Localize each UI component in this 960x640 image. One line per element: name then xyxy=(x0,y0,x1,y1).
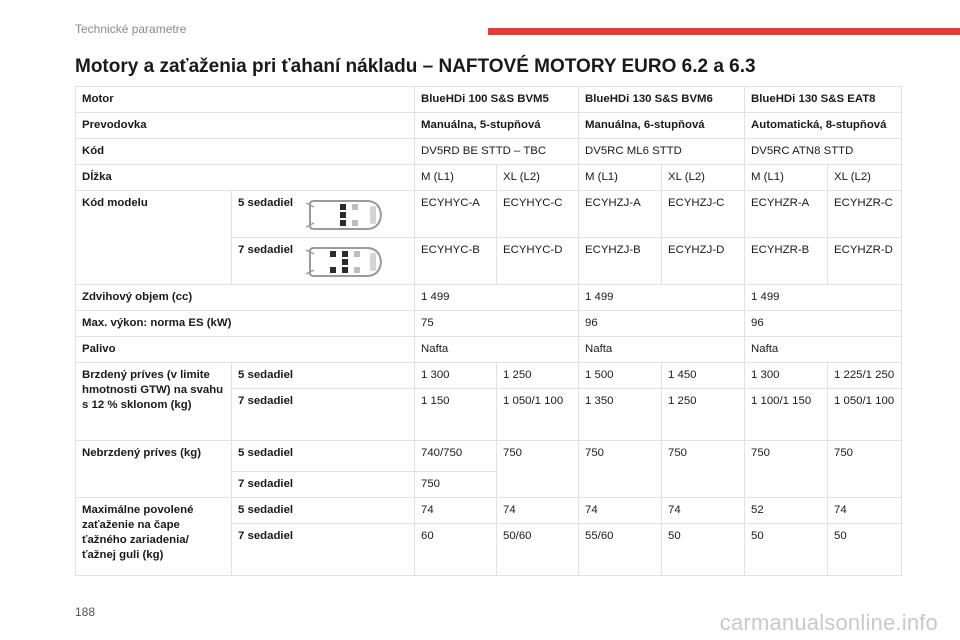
engine-3-name: BlueHDi 130 S&S EAT8 xyxy=(745,87,902,113)
length-cell: XL (L2) xyxy=(828,165,902,191)
row-power xyxy=(76,311,902,337)
unbraked-cell: 750 xyxy=(828,441,902,498)
label-code: Kód xyxy=(76,139,415,165)
power-3: 96 xyxy=(745,311,902,337)
towball-cell: 50/60 xyxy=(497,524,579,576)
seats-label: 7 sedadiel xyxy=(232,389,415,441)
code-3: DV5RC ATN8 STTD xyxy=(745,139,902,165)
model-code-cell: ECYHZJ-A xyxy=(579,191,662,238)
row-model-code-5 xyxy=(76,191,902,238)
model-code-cell: ECYHZR-A xyxy=(745,191,828,238)
label-motor: Motor xyxy=(76,87,415,113)
displacement-3: 1 499 xyxy=(745,285,902,311)
label-towball-load: Maximálne povolené zaťaženie na čape ťažného zariadenia/ ťažnej guli (kg) xyxy=(76,498,232,576)
towball-cell: 74 xyxy=(579,498,662,524)
displacement-1: 1 499 xyxy=(415,285,579,311)
towball-cell: 74 xyxy=(415,498,497,524)
model-code-cell: ECYHYC-C xyxy=(497,191,579,238)
length-cell: M (L1) xyxy=(579,165,662,191)
label-gearbox: Prevodovka xyxy=(76,113,415,139)
braked-cell: 1 050/1 100 xyxy=(497,389,579,441)
seats-5-cell xyxy=(232,191,415,238)
model-code-cell: ECYHZJ-B xyxy=(579,238,662,285)
towball-cell: 50 xyxy=(745,524,828,576)
fuel-1: Nafta xyxy=(415,337,579,363)
seats-label: 5 sedadiel xyxy=(232,363,415,389)
watermark: carmanualsonline.info xyxy=(719,610,938,635)
seats-label: 7 sedadiel xyxy=(232,524,415,576)
braked-cell: 1 050/1 100 xyxy=(828,389,902,441)
gearbox-2: Manuálna, 6-stupňová xyxy=(579,113,745,139)
seats-7-cell xyxy=(232,238,415,285)
power-2: 96 xyxy=(579,311,745,337)
model-code-cell: ECYHZJ-D xyxy=(662,238,745,285)
braked-cell: 1 225/1 250 xyxy=(828,363,902,389)
displacement-2: 1 499 xyxy=(579,285,745,311)
model-code-cell: ECYHYC-D xyxy=(497,238,579,285)
seats-label: 5 sedadiel xyxy=(238,197,294,209)
braked-cell: 1 500 xyxy=(579,363,662,389)
braked-cell: 1 250 xyxy=(497,363,579,389)
engine-spec-table xyxy=(75,86,902,576)
page-title: Motory a zaťaženia pri ťahaní nákladu – NAFTOVÉ MOTORY EURO 6.2 a 6.3 xyxy=(75,56,756,77)
towball-cell: 60 xyxy=(415,524,497,576)
code-2: DV5RC ML6 STTD xyxy=(579,139,745,165)
engine-2-name: BlueHDi 130 S&S BVM6 xyxy=(579,87,745,113)
row-braked-5 xyxy=(76,363,902,389)
gearbox-3: Automatická, 8-stupňová xyxy=(745,113,902,139)
seats-label: 7 sedadiel xyxy=(238,244,294,256)
seats-label: 5 sedadiel xyxy=(232,441,415,472)
label-power: Max. výkon: norma ES (kW) xyxy=(76,311,415,337)
model-code-cell: ECYHYC-B xyxy=(415,238,497,285)
towball-cell: 50 xyxy=(828,524,902,576)
braked-cell: 1 300 xyxy=(745,363,828,389)
unbraked-cell: 740/750 xyxy=(415,441,497,472)
page-number: 188 xyxy=(75,605,96,619)
row-code xyxy=(76,139,902,165)
row-length xyxy=(76,165,902,191)
row-unbraked-5 xyxy=(76,441,902,472)
label-fuel: Palivo xyxy=(76,337,415,363)
fuel-2: Nafta xyxy=(579,337,745,363)
unbraked-cell: 750 xyxy=(415,472,497,498)
braked-cell: 1 100/1 150 xyxy=(745,389,828,441)
towball-cell: 74 xyxy=(662,498,745,524)
braked-cell: 1 250 xyxy=(662,389,745,441)
unbraked-cell: 750 xyxy=(497,441,579,498)
unbraked-cell: 750 xyxy=(662,441,745,498)
seats-label: 5 sedadiel xyxy=(232,498,415,524)
van-7-seats-icon xyxy=(304,245,384,279)
section-label: Technické parametre xyxy=(75,22,187,36)
row-fuel xyxy=(76,337,902,363)
row-displacement xyxy=(76,285,902,311)
unbraked-cell: 750 xyxy=(745,441,828,498)
label-displacement: Zdvihový objem (cc) xyxy=(76,285,415,311)
towball-cell: 52 xyxy=(745,498,828,524)
engine-1-name: BlueHDi 100 S&S BVM5 xyxy=(415,87,579,113)
fuel-3: Nafta xyxy=(745,337,902,363)
towball-cell: 55/60 xyxy=(579,524,662,576)
label-model-code: Kód modelu xyxy=(76,191,232,285)
label-unbraked-trailer: Nebrzdený príves (kg) xyxy=(76,441,232,498)
towball-cell: 74 xyxy=(497,498,579,524)
power-1: 75 xyxy=(415,311,579,337)
label-braked-trailer: Brzdený príves (v limite hmotnosti GTW) na svahu s 12 % sklonom (kg) xyxy=(76,363,232,441)
length-cell: M (L1) xyxy=(745,165,828,191)
row-towball-5 xyxy=(76,498,902,524)
model-code-cell: ECYHZR-C xyxy=(828,191,902,238)
label-length: Dĺžka xyxy=(76,165,415,191)
van-5-seats-icon xyxy=(304,198,384,232)
model-code-cell: ECYHYC-A xyxy=(415,191,497,238)
braked-cell: 1 350 xyxy=(579,389,662,441)
length-cell: XL (L2) xyxy=(662,165,745,191)
model-code-cell: ECYHZR-D xyxy=(828,238,902,285)
unbraked-cell: 750 xyxy=(579,441,662,498)
length-cell: XL (L2) xyxy=(497,165,579,191)
seats-label: 7 sedadiel xyxy=(232,472,415,498)
length-cell: M (L1) xyxy=(415,165,497,191)
model-code-cell: ECYHZR-B xyxy=(745,238,828,285)
braked-cell: 1 300 xyxy=(415,363,497,389)
braked-cell: 1 450 xyxy=(662,363,745,389)
model-code-cell: ECYHZJ-C xyxy=(662,191,745,238)
row-motor xyxy=(76,87,902,113)
gearbox-1: Manuálna, 5-stupňová xyxy=(415,113,579,139)
towball-cell: 50 xyxy=(662,524,745,576)
towball-cell: 74 xyxy=(828,498,902,524)
braked-cell: 1 150 xyxy=(415,389,497,441)
section-accent-bar xyxy=(488,28,960,35)
code-1: DV5RD BE STTD – TBC xyxy=(415,139,579,165)
row-gearbox xyxy=(76,113,902,139)
